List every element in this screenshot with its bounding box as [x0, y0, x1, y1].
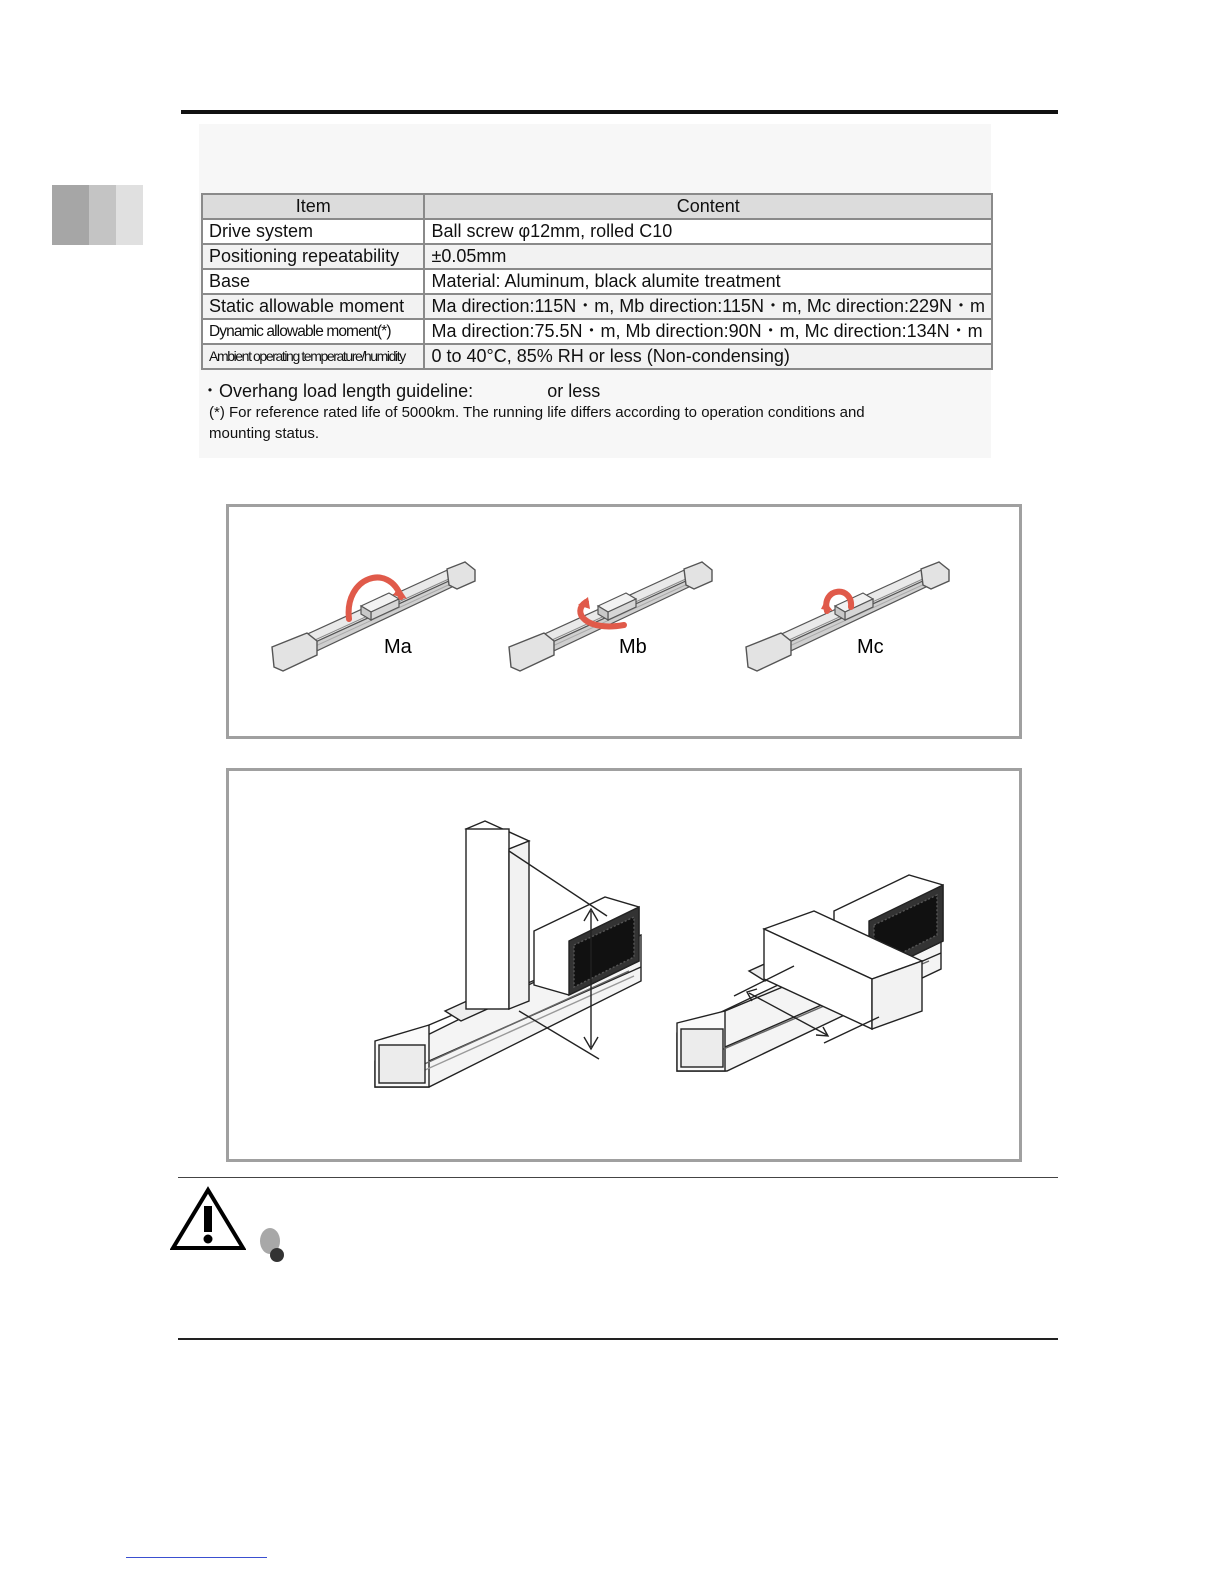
- row-content: Material: Aluminum, black alumite treatment: [424, 269, 992, 294]
- row-content: Ball screw φ12mm, rolled C10: [424, 219, 992, 244]
- moment-direction-figure: [226, 504, 1022, 739]
- row-item: Static allowable moment: [202, 294, 424, 319]
- overhang-load-figure: [226, 768, 1022, 1162]
- table-row: [202, 269, 992, 294]
- label-mb: Mb: [619, 636, 647, 658]
- label-mc: Mc: [857, 636, 884, 658]
- header-content: Content: [424, 194, 992, 219]
- row-item: Ambient operating temperature/humidity: [202, 344, 424, 369]
- overhang-guideline: [201, 377, 600, 403]
- row-content: ±0.05mm: [424, 244, 992, 269]
- table-row: [202, 244, 992, 269]
- row-content: Ma direction:75.5N・m, Mb direction:90N・m, Mc direction:134N・m: [424, 319, 992, 344]
- header-rule: [181, 110, 1058, 114]
- footnote: (*) For reference rated life of 5000km. The running life differs according to operation conditions and mounting status.: [209, 404, 865, 442]
- table-row: [202, 344, 992, 369]
- row-content: Ma direction:115N・m, Mb direction:115N・m, Mc direction:229N・m: [424, 294, 992, 319]
- table-row: [202, 319, 992, 344]
- row-item: Dynamic allowable moment(*): [202, 319, 424, 344]
- table-header-row: [202, 194, 992, 219]
- footer-rule: [178, 1338, 1058, 1340]
- row-item: Base: [202, 269, 424, 294]
- row-item: Drive system: [202, 219, 424, 244]
- chapter-tab: [52, 185, 143, 245]
- overhang-prefix: ・Overhang load length guideline:: [201, 381, 474, 401]
- table-row: [202, 219, 992, 244]
- table-row: [202, 294, 992, 319]
- header-item: Item: [202, 194, 424, 219]
- section-rule: [178, 1177, 1058, 1178]
- bullet-dot-icon: [257, 1226, 289, 1269]
- overhang-suffix: or less: [547, 381, 601, 401]
- spec-table: [201, 193, 993, 370]
- label-ma: Ma: [384, 636, 412, 658]
- warning-triangle-icon: [170, 1186, 246, 1257]
- row-item: Positioning repeatability: [202, 244, 424, 269]
- row-content: 0 to 40°C, 85% RH or less (Non-condensing): [424, 344, 992, 369]
- page-link-underline: [126, 1557, 267, 1558]
